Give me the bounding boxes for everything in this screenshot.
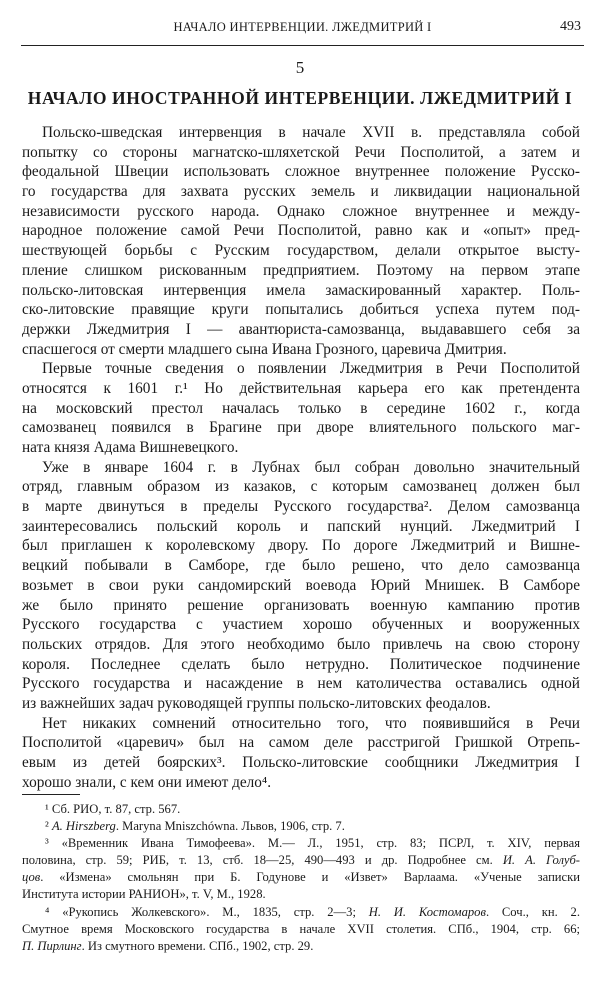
text-line: Русского государства с участием хорошо обученных и вооруженных xyxy=(22,616,580,634)
footnote-line xyxy=(22,818,580,835)
text-line: Русского государства и насаждение в нем католичества оставались одной xyxy=(22,675,580,693)
text-line: возьмет в свои руки сандомирский воевода Юрий Мнишек. В Самборе xyxy=(22,576,580,594)
footnote-text: . Из смутного времени. СПб., 1902, стр. 29. xyxy=(81,938,314,953)
footnote-author: П. Пирлинг xyxy=(22,938,82,953)
text-line: Польско-шведская интервенция в начале XVII в. представляла собой xyxy=(42,124,580,141)
footnote-text: ² xyxy=(45,819,52,834)
footnote-text: . Maryna Mniszchówna. Львов, 1906, стр. 7. xyxy=(115,819,345,834)
text-line: заинтересовались польский король и папский нунций. Лжедмитрий I xyxy=(22,517,580,535)
footnote-line xyxy=(22,869,580,886)
text-line: го государства для захвата русских земель и ликвидации национальной xyxy=(22,183,580,201)
chapter-title: НАЧАЛО ИНОСТРАННОЙ ИНТЕРВЕНЦИИ. ЛЖЕДМИТРИЙ I xyxy=(27,88,573,108)
footnote-text: половина, стр. 59; РИБ, т. 13, стб. 18—25, 490—493 и др. Подробнее см. xyxy=(22,853,503,868)
chapter-number: 5 xyxy=(295,58,305,77)
text-line: в марте двинуться в пределы Русского государства². Делом самозванца xyxy=(22,498,580,516)
text-line: спасшегося от смерти младшего сына Ивана Грозного, царевича Дмитрия. xyxy=(22,340,507,358)
footnote-author: И. А. Голуб- xyxy=(502,853,580,868)
text-line: польско-литовская интервенция имела замаскированный характер. Поль- xyxy=(22,281,580,299)
footnote-text: Смутное время Московского государства в начале XVII столетия. СПб., 1904, стр. 66; xyxy=(22,921,580,936)
text-line: хорошо знали, с кем они имеют дело⁴. xyxy=(22,773,272,791)
footnote-text: . «Измена» смольнян при Б. Годунове и «Извет» Варлаама. «Ученые записки xyxy=(40,870,580,885)
footnote-text: ³ «Временник Ивана Тимофеева». М.— Л., 1951, стр. 83; ПСРЛ, т. XIV, первая xyxy=(45,836,580,851)
text-line: ната князя Адама Вишневецкого. xyxy=(22,439,239,456)
text-line: попытку со стороны магнатско-шляхетской Речи Посполитой, а затем и xyxy=(22,143,580,161)
text-line: был приглашен к королевскому двору. По дороге Лжедмитрий и Вишне- xyxy=(22,537,580,555)
body-text xyxy=(22,123,580,792)
footnote-text: . Соч., кн. 2. xyxy=(485,904,580,919)
text-line: короля. Последнее сделать было нетрудно. Политическое подчинение xyxy=(22,655,580,673)
text-line: держки Лжедмитрия I — авантюриста-самозванца, выдававшего себя за xyxy=(22,320,580,338)
footnote-line xyxy=(22,904,580,921)
text-line: Посполитой «царевич» был на самом деле расстригой Гришкой Отрепь- xyxy=(22,734,580,752)
text-line: отряд, главным образом из казаков, с которым самозванец должен был xyxy=(22,478,580,496)
running-title: НАЧАЛО ИНТЕРВЕНЦИИ. ЛЖЕДМИТРИЙ I xyxy=(173,20,432,34)
text-line: относятся к 1601 г.¹ Но действительная карьера его как претендента xyxy=(22,379,580,397)
footnote-line xyxy=(22,886,580,903)
text-line: феодальной Швеции использовать сложное внутреннее положение Русско- xyxy=(22,163,580,181)
footnote-line xyxy=(22,938,580,955)
text-line: шествующей борьбы с Русским государством, делали открытое высту- xyxy=(22,242,580,260)
footnote-author: A. Hirszberg xyxy=(51,819,116,834)
footnote-line xyxy=(22,801,580,818)
footnote-text: ¹ Сб. РИО, т. 87, стр. 567. xyxy=(45,802,181,816)
page-number: 493 xyxy=(560,19,581,34)
footnote-text: ⁴ «Рукопись Жолкевского». М., 1835, стр. 2—3; xyxy=(45,904,369,919)
header-rule xyxy=(21,45,584,46)
footnote-line xyxy=(22,835,580,852)
text-line: пление слишком рискованным предприятием. Поэтому на первом этапе xyxy=(22,261,580,279)
footnote-rule xyxy=(22,794,80,795)
text-line: самозванец появился в Брагине при дворе влиятельного польского маг- xyxy=(22,419,580,437)
footnote-author: цов xyxy=(22,870,41,885)
text-line: Уже в январе 1604 г. в Лубнах был собран довольно значительный xyxy=(42,458,580,476)
text-line: Первые точные сведения о появлении Лжедмитрия в Речи Посполитой xyxy=(42,360,580,378)
text-line: из важнейших задач руководящей группы польско-литовских феодалов. xyxy=(22,694,491,712)
footnote-line xyxy=(22,852,580,869)
text-line: народное положение самой Речи Посполитой, равно как и «опыт» пред- xyxy=(22,222,580,240)
running-header xyxy=(22,18,583,38)
footnote-author: Н. И. Костомаров xyxy=(368,904,486,919)
text-line: же было принято решение организовать военную кампанию против xyxy=(22,596,580,614)
footnote-line xyxy=(22,921,580,938)
text-line: Нет никаких сомнений относительно того, что появившийся в Речи xyxy=(42,714,580,732)
footnote-text: Института истории РАНИОН», т. V, М., 1928. xyxy=(22,887,266,902)
text-line: ско-литовские правящие круги попытались добиться успеха путем под- xyxy=(22,301,580,319)
text-line: вецкий побывали в Самборе, где было решено, что дело самозванца xyxy=(22,557,580,575)
text-line: польских отрядов. Для этого необходимо было привлечь на свою сторону xyxy=(22,635,580,653)
footnotes xyxy=(22,801,580,955)
text-line: независимости русского народа. Однако сложное внутреннее и между- xyxy=(22,202,580,220)
text-line: евым из детей боярских³. Польско-литовские сообщники Лжедмитрия I xyxy=(22,754,580,771)
text-line: на московский престол началась только в середине 1602 г., когда xyxy=(22,399,580,417)
